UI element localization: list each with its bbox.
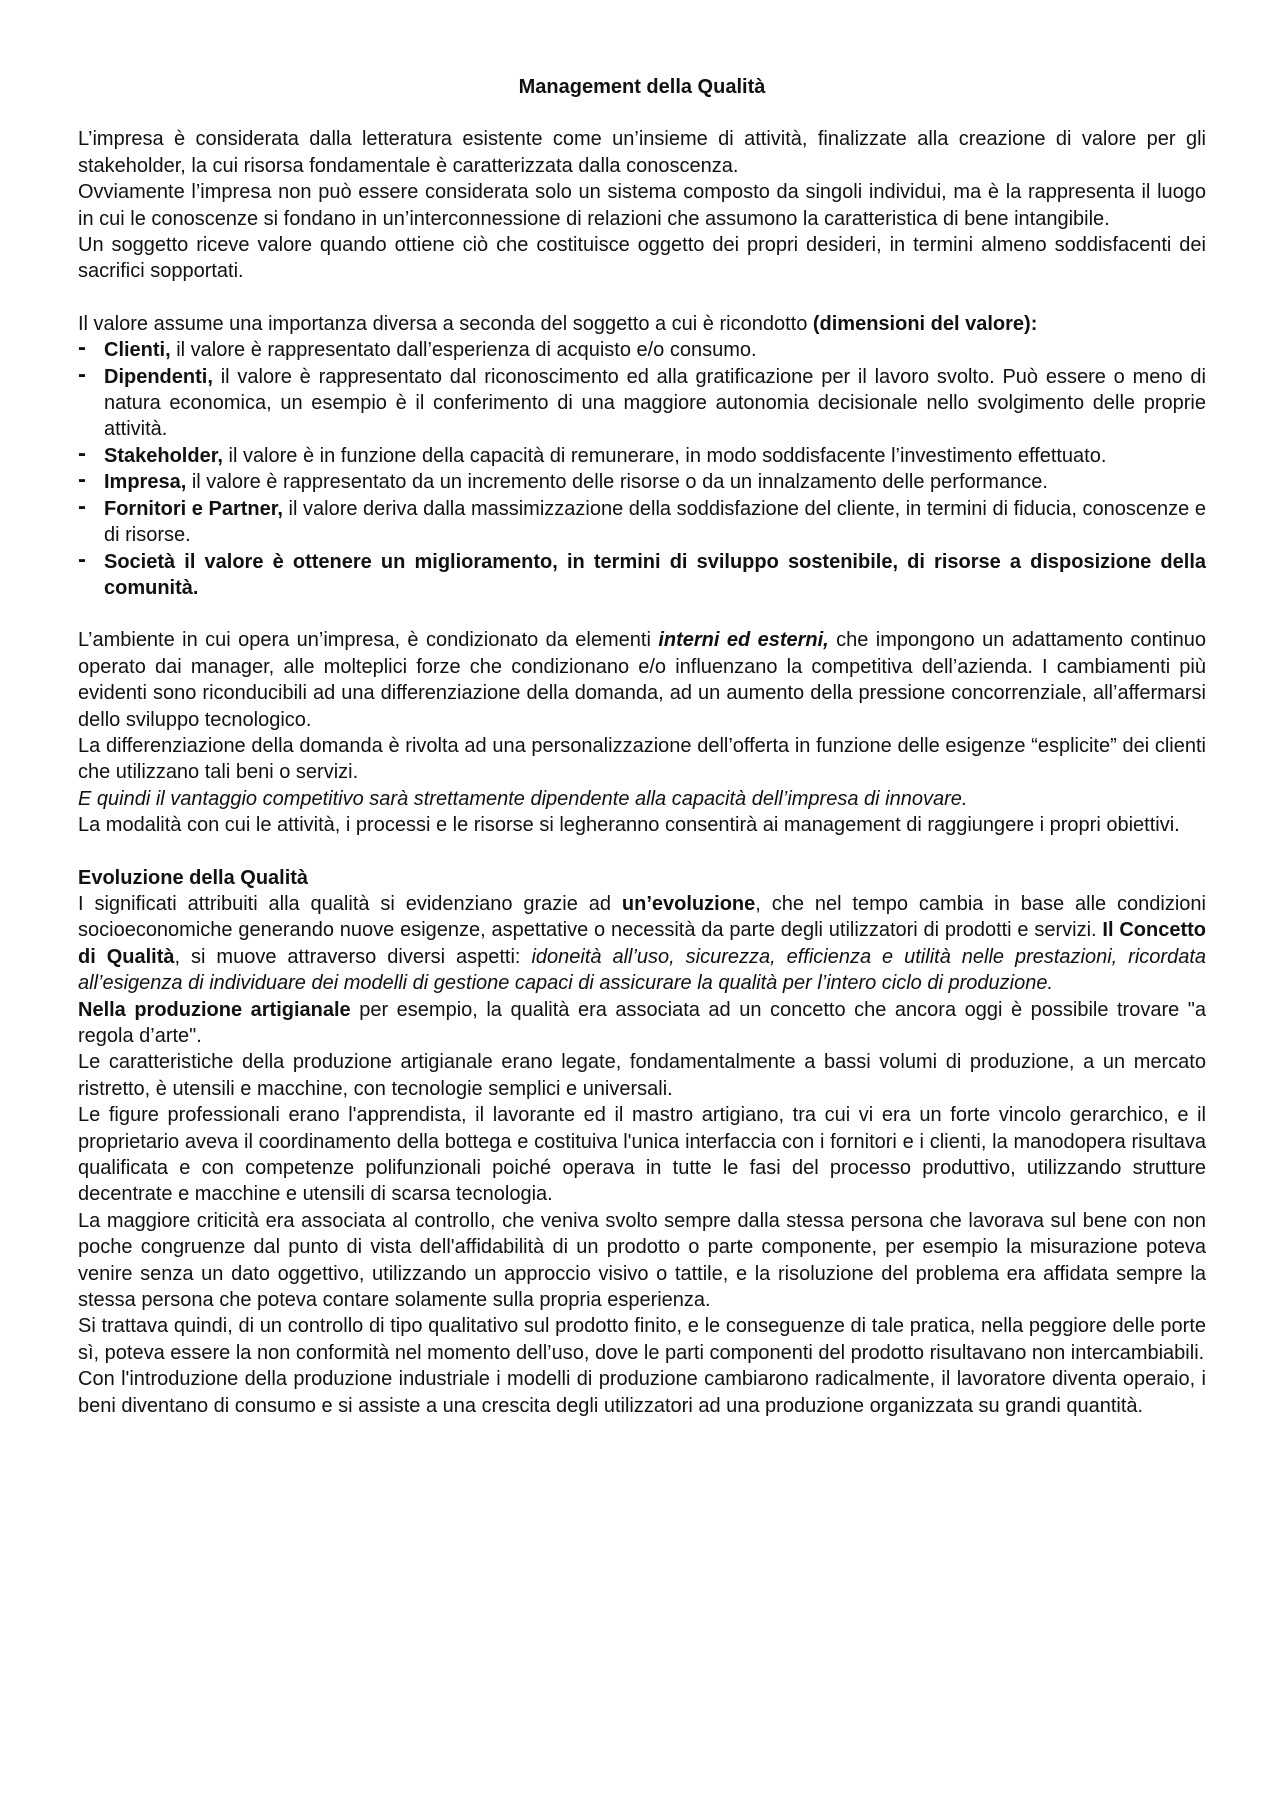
dimension-text: il valore è rappresentato dal riconoscimento ed alla gratificazione per il lavoro svolto. Può essere o meno di natura economica, un esempio è il conferimento di una maggiore autonomia decisionale nello svolgimento delle proprie attività.	[104, 365, 1206, 441]
list-item	[78, 364, 1206, 443]
dimension-text: il valore è rappresentato dall’esperienza di acquisto e/o consumo.	[170, 339, 757, 362]
evolution-paragraph-2	[78, 997, 1206, 1050]
intro-section	[78, 126, 1206, 284]
evolution-paragraph-1	[78, 891, 1206, 997]
evolution-paragraph-4: Le figure professionali erano l'apprendista, il lavorante ed il mastro artigiano, tra cui vi era un forte vincolo gerarchico, e il proprietario aveva il coordinamento della bottega e costituiva l'unica interfaccia con i fornitori e i clienti, la manodopera risultava qualificata e con competenze polifunzionali poiché operava in tutte le fasi del processo produttivo, utilizzando strutture decentrate e macchine e utensili di scarsa tecnologia.	[78, 1104, 1206, 1206]
document-title: Management della Qualità	[518, 76, 766, 98]
list-item	[78, 337, 1206, 363]
value-dimensions-list	[78, 337, 1206, 601]
environment-section	[78, 627, 1206, 838]
environment-paragraph-2: La differenziazione della domanda è rivolta ad una personalizzazione dell’offerta in funzione delle esigenze “esplicite” dei clienti che utilizzano tali beni o servizi.	[78, 734, 1206, 784]
dimension-label: Stakeholder,	[104, 444, 223, 467]
environment-paragraph-3	[78, 786, 1206, 812]
evolution-section	[78, 865, 1206, 1420]
intro-paragraph-3: Un soggetto riceve valore quando ottiene ciò che costituisce oggetto dei propri desideri, in termini almeno soddisfacenti dei sacrifici sopportati.	[78, 234, 1206, 283]
environment-paragraph-4: La modalità con cui le attività, i processi e le risorse si legheranno consentirà ai management di raggiungere i propri obiettivi.	[78, 814, 1180, 837]
evolution-paragraph-6: Si trattava quindi, di un controllo di tipo qualitativo sul prodotto finito, e le conseguenze di tale pratica, nella peggiore delle porte sì, poteva essere la non conformità nel momento dell’uso, dove le parti componenti del prodotto risultavano non intercambiabili.	[78, 1315, 1206, 1364]
dimension-label: Società il valore è ottenere un miglioramento, in termini di sviluppo sostenibile, di risorse a disposizione della comunità.	[104, 550, 1206, 599]
intro-paragraph-1: L’impresa è considerata dalla letteratura esistente come un’insieme di attività, finalizzate alla creazione di valore per gli stakeholder, la cui risorsa fondamentale è caratterizzata dalla conoscenza.	[78, 128, 1206, 177]
evolution-text-d: , si muove attraverso diversi aspetti:	[174, 945, 532, 968]
environment-emphasis: interni ed esterni,	[658, 629, 829, 652]
evolution-text-c: , che nel tempo cambia in base alle condizioni socioeconomiche generando nuove esigenze, aspettative o necessità da parte degli utilizzatori di prodotti e servizi.	[78, 892, 1206, 942]
dimension-text: il valore deriva dalla massimizzazione della soddisfazione del cliente, in termini di fiducia, conoscenze e di risorse.	[104, 497, 1206, 547]
evolution-italic: idoneità all’uso, sicurezza, efficienza e utilità nelle prestazioni, ricordata all’esigenza di individuare dei modelli di gestione capaci di assicurare la qualità per l’intero ciclo di produzione.	[78, 945, 1206, 995]
value-intro-paragraph	[78, 311, 1206, 337]
evolution-bold-1: un’evoluzione	[621, 892, 756, 915]
evolution-bold-3: Nella produzione artigianale	[78, 998, 351, 1021]
dimension-label: Impresa,	[104, 471, 187, 494]
environment-italic-text: E quindi il vantaggio competitivo sarà strettamente dipendente alla capacità dell’impresa di innovare.	[78, 787, 968, 810]
list-item	[78, 469, 1206, 495]
evolution-heading: Evoluzione della Qualità	[78, 866, 309, 889]
evolution-text-a: I significati attribuiti alla qualità si evidenziano grazie ad	[78, 892, 622, 915]
evolution-text-p2: per esempio, la qualità era associata ad un concetto che ancora oggi è possibile trovare "a regola d’arte".	[78, 998, 1206, 1047]
environment-paragraph-1	[78, 627, 1206, 733]
dimension-text: il valore è in funzione della capacità di remunerare, in modo soddisfacente l’investimento effettuato.	[222, 444, 1107, 467]
dimension-label: Clienti,	[104, 339, 171, 362]
value-intro-bold: (dimensioni del valore):	[812, 312, 1038, 335]
dimension-text: il valore è rappresentato da un incremento delle risorse o da un innalzamento delle performance.	[186, 471, 1048, 494]
list-item	[78, 496, 1206, 549]
environment-text-b: che impongono un adattamento continuo operato dai manager, alle molteplici forze che condizionano e/o influenzano la competitiva dell’azienda. I cambiamenti più evidenti sono riconducibili ad una differenziazione della domanda, ad un aumento della pressione concorrenziale, all’affermarsi dello sviluppo tecnologico.	[78, 629, 1206, 731]
dimension-label: Dipendenti,	[104, 365, 213, 388]
dimension-label: Fornitori e Partner,	[104, 497, 283, 520]
value-dimensions-section	[78, 311, 1206, 601]
value-intro-text: Il valore assume una importanza diversa a seconda del soggetto a cui è ricondotto	[78, 312, 813, 335]
list-item	[78, 443, 1206, 469]
evolution-bold-2: Il Concetto di Qualità	[78, 919, 1206, 968]
evolution-paragraph-3: Le caratteristiche della produzione artigianale erano legate, fondamentalmente a bassi volumi di produzione, a un mercato ristretto, è utensili e macchine, con tecnologie semplici e universali.	[78, 1051, 1206, 1100]
evolution-paragraph-7: Con l'introduzione della produzione industriale i modelli di produzione cambiarono radicalmente, il lavoratore diventa operaio, i beni diventano di consumo e si assiste a una crescita degli utilizzatori ad una produzione organizzata su grandi quantità.	[78, 1368, 1206, 1417]
evolution-paragraph-5: La maggiore criticità era associata al controllo, che veniva svolto sempre dalla stessa persona che lavorava sul bene con non poche congruenze dal punto di vista dell'affidabilità di un prodotto o parte componente, per esempio la misurazione poteva venire senza un dato oggettivo, utilizzando un approccio visivo o tattile, e la risoluzione del problema era affidata sempre la stessa persona che poteva contare solamente sulla propria esperienza.	[78, 1209, 1206, 1312]
intro-paragraph-2: Ovviamente l’impresa non può essere considerata solo un sistema composto da singoli individui, ma è la rappresenta il luogo in cui le conoscenze si fondano in un’interconnessione di relazioni che assumono la caratteristica di bene intangibile.	[78, 181, 1206, 230]
list-item	[78, 549, 1206, 602]
environment-text-a: L’ambiente in cui opera un’impresa, è condizionato da elementi	[78, 629, 659, 652]
